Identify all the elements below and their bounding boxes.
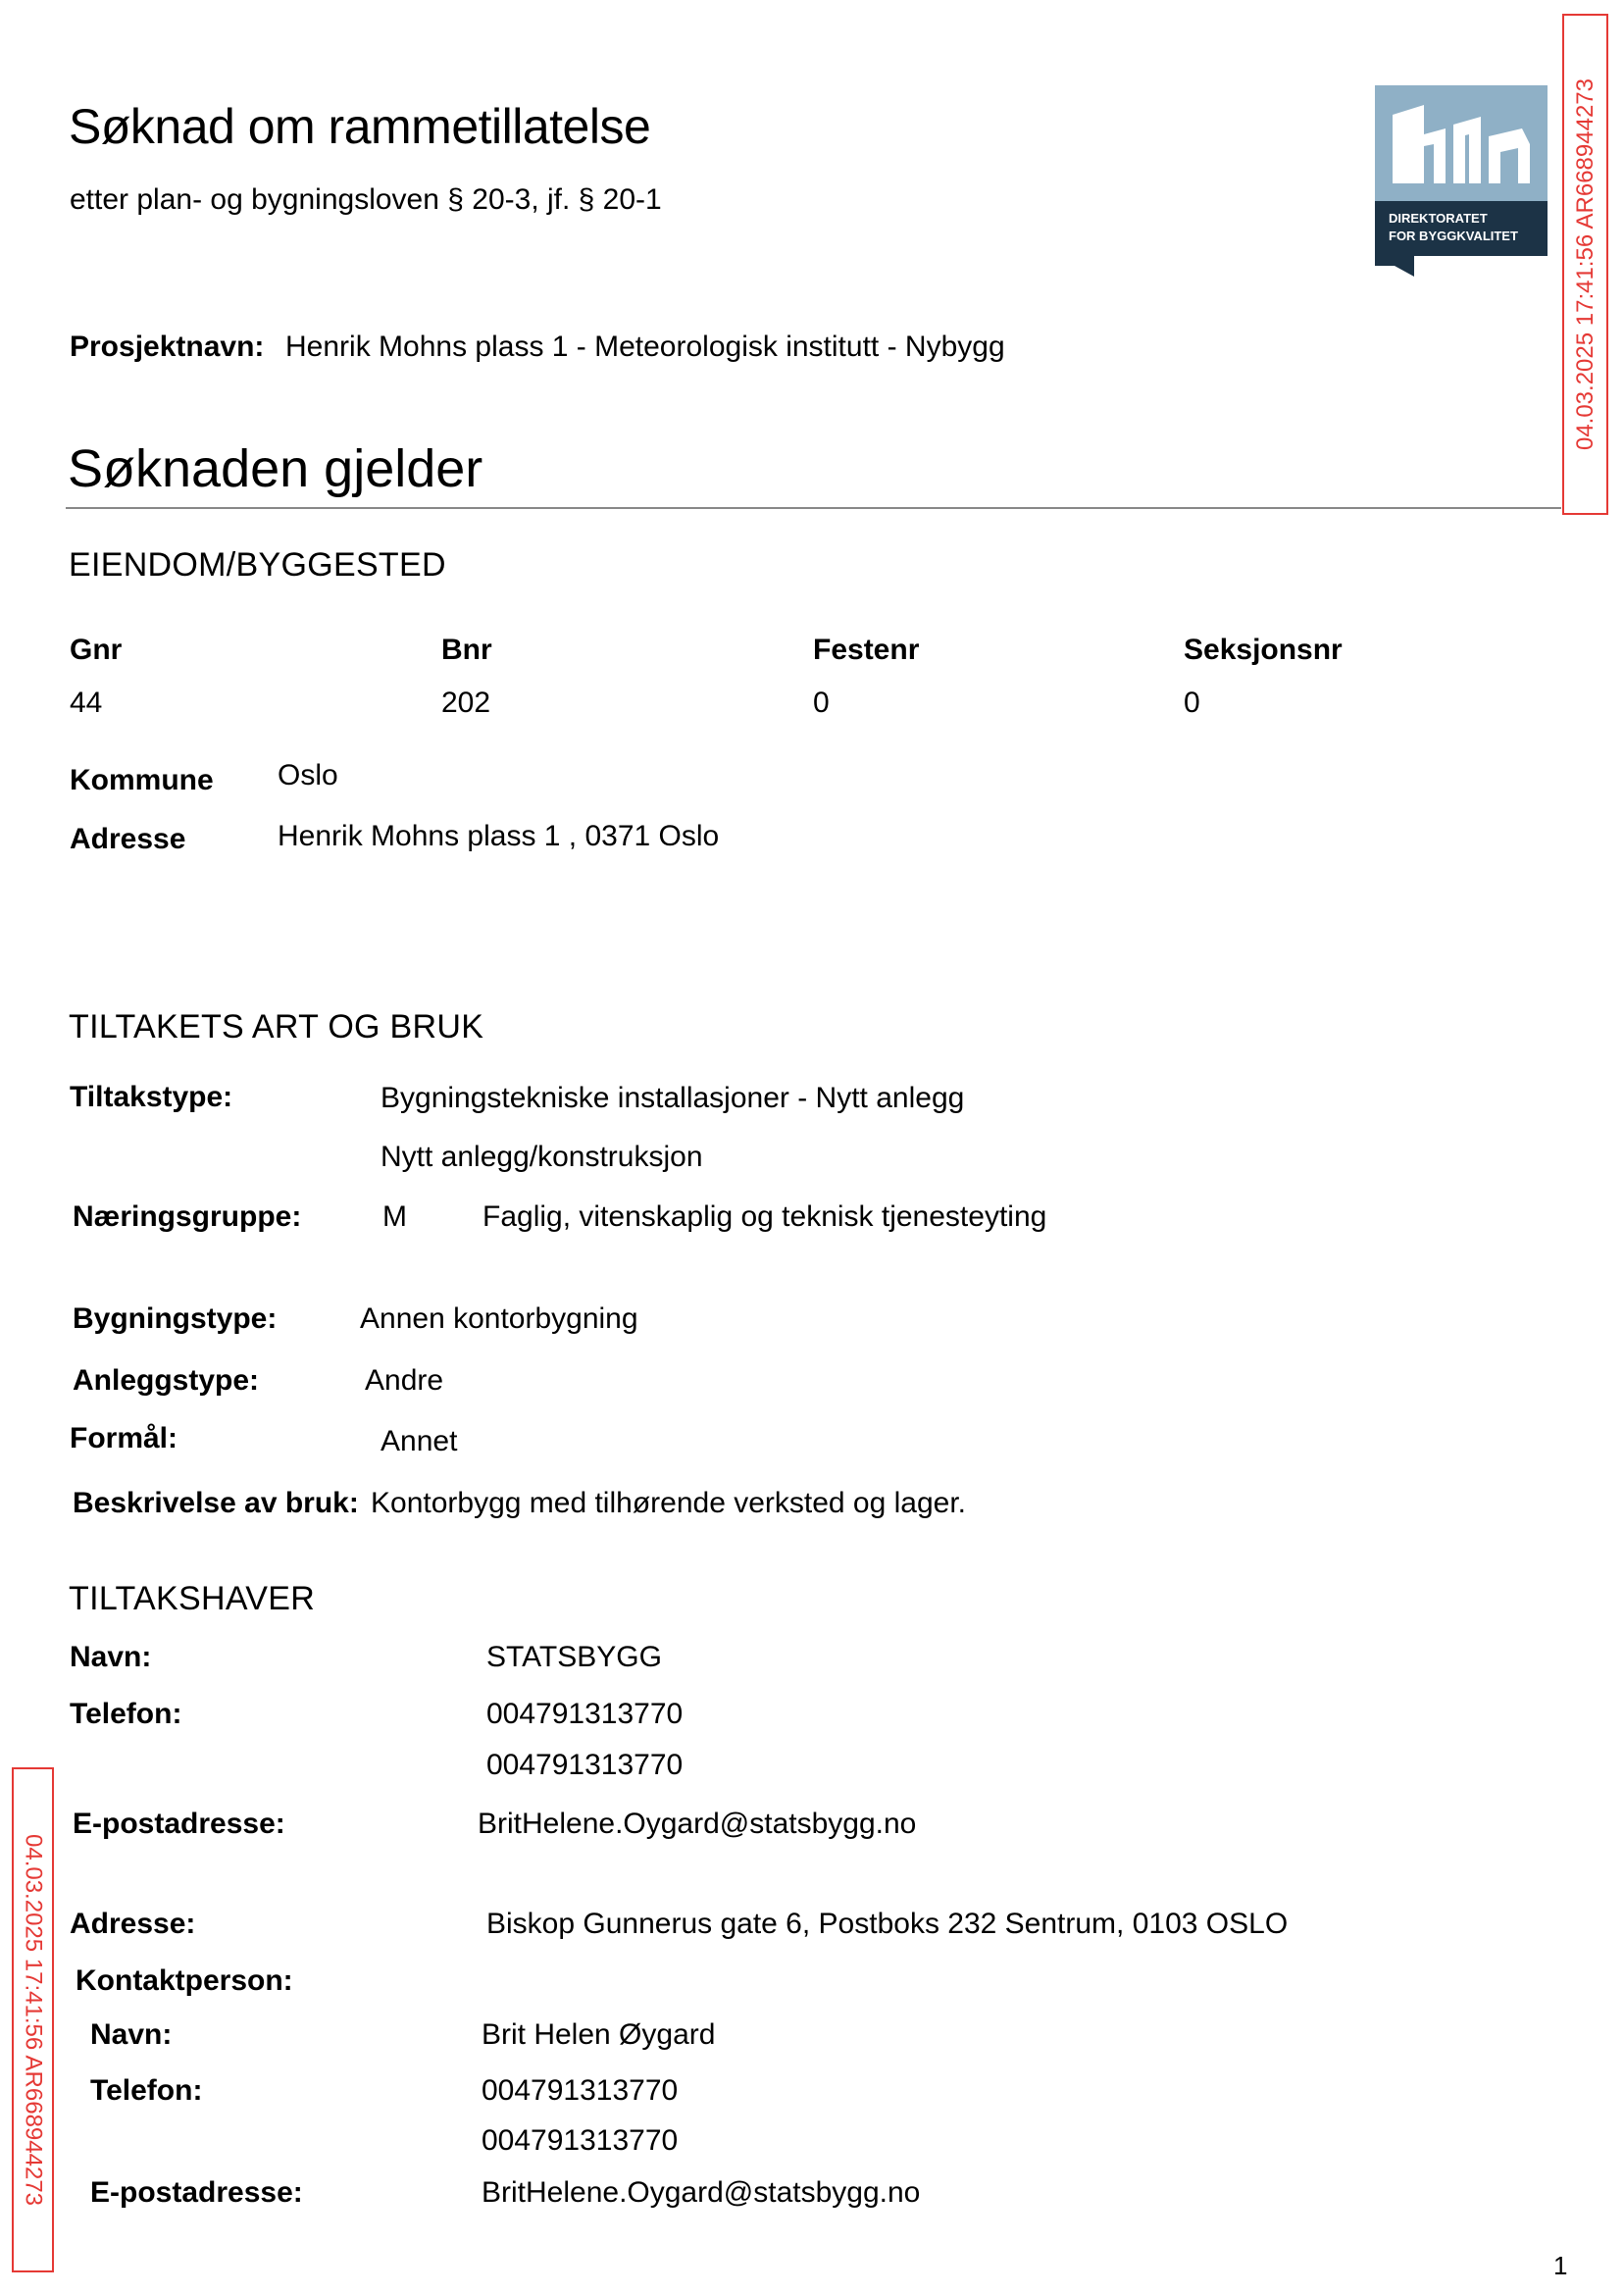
contact-phone-value-2: 004791313770 [482, 2124, 679, 2157]
bnr-label: Bnr [441, 634, 492, 666]
tiltakstype-value-1: Bygningstekniske installasjoner - Nytt anlegg [381, 1082, 965, 1114]
contact-email-label: E-postadresse: [90, 2176, 303, 2209]
formal-value: Annet [381, 1425, 458, 1457]
logo-text-line-1: DIREKTORATET [1389, 211, 1488, 226]
tiltakstype-label: Tiltakstype: [70, 1081, 233, 1113]
project-name-value: Henrik Mohns plass 1 - Meteorologisk institutt - Nybygg [285, 331, 1005, 363]
festenr-label: Festenr [813, 634, 920, 666]
applicant-phone-label: Telefon: [70, 1698, 182, 1730]
project-name-label: Prosjektnavn: [70, 331, 265, 363]
naeringsgruppe-label: Næringsgruppe: [73, 1200, 302, 1233]
contact-email-value: BritHelene.Oygard@statsbygg.no [482, 2176, 921, 2209]
adresse-label: Adresse [70, 823, 186, 855]
anleggstype-label: Anleggstype: [73, 1364, 260, 1397]
applicant-address-value: Biskop Gunnerus gate 6, Postboks 232 Sentrum, 0103 OSLO [486, 1908, 1289, 1940]
contact-name-label: Navn: [90, 2018, 173, 2051]
naeringsgruppe-value: Faglig, vitenskaplig og teknisk tjenesteyting [482, 1200, 1047, 1233]
document-title: Søknad om rammetillatelse [69, 99, 651, 154]
measure-heading: TILTAKETS ART OG BRUK [69, 1008, 484, 1045]
naeringsgruppe-code: M [382, 1200, 407, 1233]
applicant-heading: TILTAKSHAVER [69, 1580, 316, 1617]
section-title: Søknaden gjelder [68, 439, 483, 498]
kommune-label: Kommune [70, 764, 214, 796]
beskrivelse-label: Beskrivelse av bruk: [73, 1487, 359, 1519]
bygningstype-label: Bygningstype: [73, 1302, 278, 1335]
logo-text-line-2: FOR BYGGKVALITET [1389, 229, 1518, 243]
stamp-text: 04.03.2025 17:41:56 AR668944273 [1571, 77, 1599, 451]
applicant-name-label: Navn: [70, 1641, 152, 1673]
applicant-address-label: Adresse: [70, 1908, 196, 1940]
anleggstype-value: Andre [365, 1364, 444, 1397]
seksjonsnr-value: 0 [1184, 687, 1200, 719]
section-divider [66, 507, 1561, 509]
festenr-value: 0 [813, 687, 830, 719]
applicant-name-value: STATSBYGG [486, 1641, 662, 1673]
kommune-value: Oslo [278, 759, 338, 791]
gnr-label: Gnr [70, 634, 123, 666]
gnr-value: 44 [70, 687, 103, 719]
bnr-value: 202 [441, 687, 491, 719]
adresse-value: Henrik Mohns plass 1 , 0371 Oslo [278, 820, 720, 852]
timestamp-stamp-left [12, 1767, 54, 2272]
formal-label: Formål: [70, 1422, 178, 1454]
contact-phone-value-1: 004791313770 [482, 2074, 679, 2107]
stamp-text: 04.03.2025 17:41:56 AR668944273 [20, 1833, 47, 2207]
contact-name-value: Brit Helen Øygard [482, 2018, 716, 2051]
applicant-email-label: E-postadresse: [73, 1808, 285, 1840]
applicant-phone-value-1: 004791313770 [486, 1698, 684, 1730]
contact-phone-label: Telefon: [90, 2074, 203, 2107]
tiltakstype-value-2: Nytt anlegg/konstruksjon [381, 1141, 703, 1173]
dibk-logo [1375, 85, 1548, 277]
applicant-email-value: BritHelene.Oygard@statsbygg.no [478, 1808, 917, 1840]
contact-person-label: Kontaktperson: [76, 1964, 293, 1997]
bygningstype-value: Annen kontorbygning [360, 1302, 638, 1335]
page-number: 1 [1553, 2251, 1568, 2280]
document-subtitle: etter plan- og bygningsloven § 20-3, jf. § 20-1 [70, 183, 662, 216]
applicant-phone-value-2: 004791313770 [486, 1749, 684, 1781]
beskrivelse-value: Kontorbygg med tilhørende verksted og lager. [371, 1487, 967, 1519]
timestamp-stamp-top [1562, 14, 1608, 515]
property-heading: EIENDOM/BYGGESTED [69, 546, 446, 584]
seksjonsnr-label: Seksjonsnr [1184, 634, 1343, 666]
